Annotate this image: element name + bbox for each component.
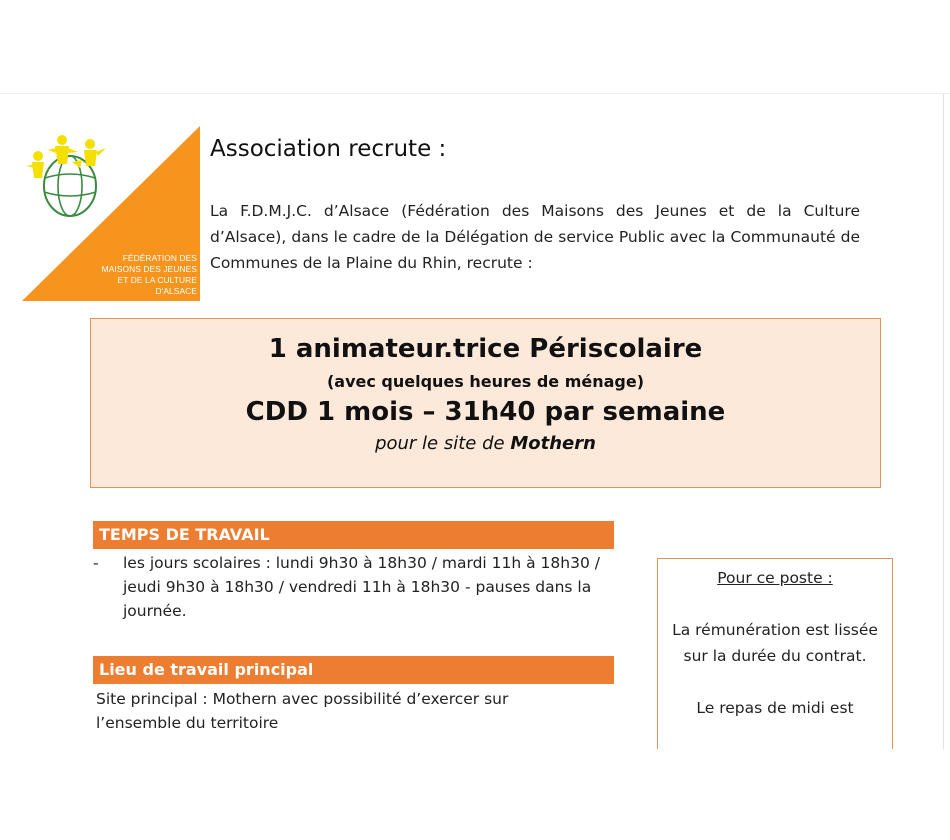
job-site-name: Mothern [510,433,596,454]
intro-text: La F.D.M.J.C. d’Alsace (Fédération des Maisons des Jeunes et de la Culture d’Alsace), dans le cadre de la Délégation de service Public avec la Communauté de Communes de la Plaine du Rhin, recrute : [210,202,860,272]
list-item [93,551,613,623]
job-site [91,433,880,454]
document-page [0,93,950,749]
schedule-text: les jours scolaires : lundi 9h30 à 18h30 / mardi 11h à 18h30 / jeudi 9h30 à 18h30 / vendredi 11h à 18h30 - pauses dans la journée. [123,554,600,620]
conditions-repas: Le repas de midi est [696,699,854,717]
bullet-dash: - [93,554,99,572]
section-body-lieu: Site principal : Mothern avec possibilité d’exercer sur l’ensemble du territoire [96,690,509,732]
figures-icon [26,135,106,178]
fdmjc-logo [22,126,200,301]
logo-caption [102,253,197,297]
conditions-remuneration: La rémunération est lissée sur la durée du contrat. [672,621,878,665]
logo-line-4: D'ALSACE [155,286,197,296]
job-subtitle: (avec quelques heures de ménage) [326,372,645,391]
section-body-temps [93,551,613,623]
contract-details: CDD 1 mois – 31h40 par semaine [245,397,726,427]
page-title: Association recrute : [210,136,447,162]
logo-line-3: ET DE LA CULTURE [117,275,197,285]
job-offer-box [90,318,881,488]
intro-paragraph [210,198,860,276]
logo-line-1: FÉDÉRATION DES [122,253,197,263]
section-heading-lieu: Lieu de travail principal [93,656,614,684]
conditions-title: Pour ce poste : [717,569,833,587]
job-site-prefix: pour le site de [375,433,511,454]
job-title: 1 animateur.trice Périscolaire [268,334,703,364]
section-heading-temps: TEMPS DE TRAVAIL [93,521,614,549]
logo-line-2: MAISONS DES JEUNES [101,264,197,274]
conditions-box [657,558,893,749]
